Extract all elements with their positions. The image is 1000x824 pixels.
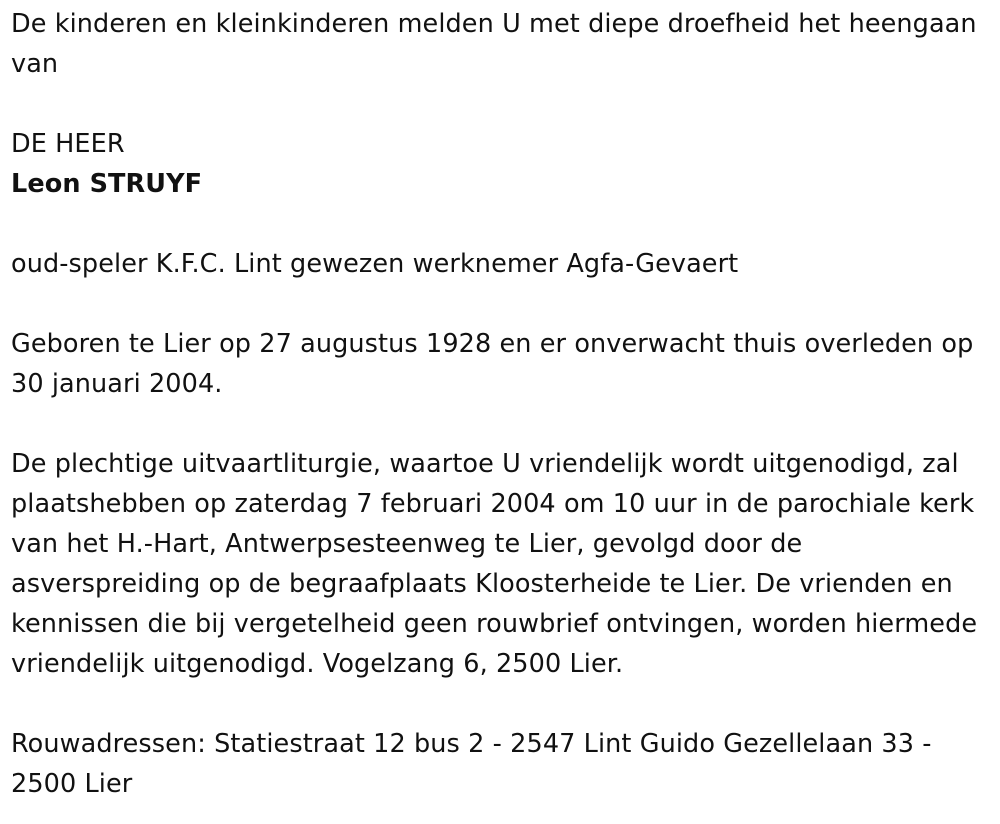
mourning-addresses: Rouwadressen: Statiestraat 12 bus 2 - 2547 Lint Guido Gezellelaan 33 - 2500 Lier (11, 729, 932, 799)
spacer (11, 684, 992, 724)
spacer (11, 204, 992, 244)
birth-death-text: Geboren te Lier op 27 augustus 1928 en er onverwacht thuis overleden op 30 januari 2004. (11, 329, 974, 399)
spacer (11, 284, 992, 324)
announcement-text: De kinderen en kleinkinderen melden U met diepe droefheid het heengaan van (11, 9, 977, 79)
spacer (11, 404, 992, 444)
deceased-name: Leon STRUYF (11, 169, 203, 199)
deceased-description: oud-speler K.F.C. Lint gewezen werknemer Agfa-Gevaert (11, 249, 739, 279)
funeral-text: De plechtige uitvaartliturgie, waartoe U vriendelijk wordt uitgenodigd, zal plaatshebben op zaterdag 7 februari 2004 om 10 uur in de parochiale kerk van het H.-Hart, Antwerpsesteenweg te Lier, gevolgd door de asverspreiding op de begraafplaats Kloosterheide te Lier. De vrienden en kennissen die bij vergetelheid geen rouwbrief ontvingen, worden hiermede vriendelijk uitgenodigd. Vogelzang 6, 2500 Lier. (11, 449, 978, 679)
title-prefix: DE HEER (11, 129, 125, 159)
spacer (11, 84, 992, 124)
